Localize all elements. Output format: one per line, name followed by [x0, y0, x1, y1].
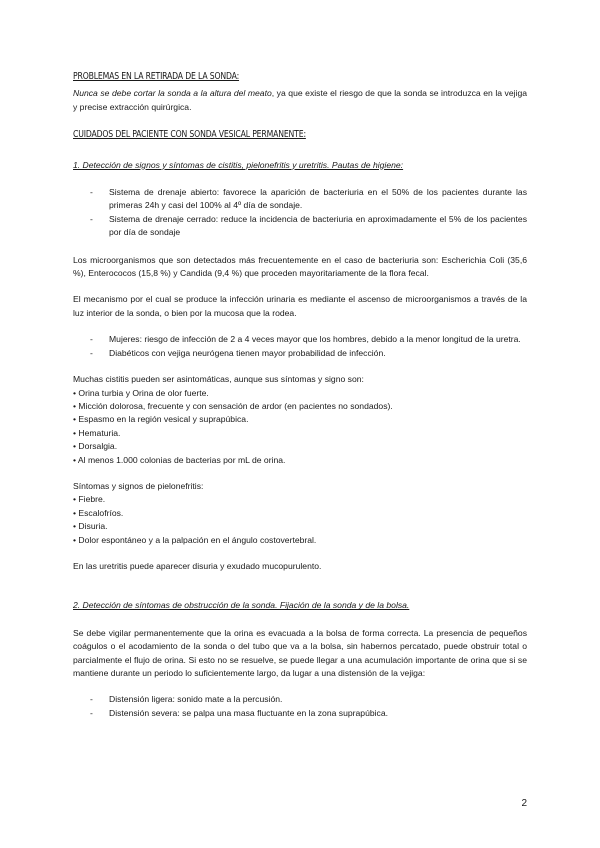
- pielonefritis-list: [73, 493, 527, 547]
- list-item: - Sistema de drenaje abierto: favorece la aparición de bacteriuria en el 50% de los pacientes durante las primeras 24h y casi del 100% al 4º día de sondaje.: [73, 186, 527, 213]
- list-item: • Espasmo en la región vesical y suprapúbica.: [73, 413, 527, 426]
- obstruction-paragraph: Se debe vigilar permanentemente que la orina es evacuada a la bolsa de forma correcta. La presencia de pequeños coágulos o el acodamiento de la sonda o del tubo que va a la bolsa, sin habernos percatado, puede obstruir total o parcialmente el flujo de orina. Si esto no se resuelve, se puede llegar a una acumulación importante de orina que si se mantiene durante un periodo lo suficientemente largo, da lugar a una distensión de la vejiga:: [73, 627, 527, 678]
- cistitis-list: [73, 387, 527, 467]
- distension-list: [73, 693, 527, 720]
- list-item: • Escalofríos.: [73, 507, 527, 520]
- microorganisms-paragraph: Los microorganismos que son detectados más frecuentemente en el caso de bacteriuria son: Escherichia Coli (35,6 %), Enterococos (15,8 %) y Candida (9,4 %) que proceden mayoritariamente de la flora fecal.: [73, 254, 527, 279]
- risk-list: [73, 333, 527, 360]
- list-item: - Sistema de drenaje cerrado: reduce la incidencia de bacteriuria en aproximadamente el 5% de los pacientes por día de sondaje: [73, 213, 527, 240]
- list-item: • Orina turbia y Orina de olor fuerte.: [73, 387, 527, 400]
- list-item: - Mujeres: riesgo de infección de 2 a 4 veces mayor que los hombres, debido a la menor longitud de la uretra.: [73, 333, 527, 346]
- section-title-cuidados: CUIDADOS DEL PACIENTE CON SONDA VESICAL PERMANENTE:: [73, 129, 306, 141]
- list-item: • Fiebre.: [73, 493, 527, 506]
- subsection-title-2: 2. Detección de síntomas de obstrucción de la sonda. Fijación de la sonda y de la bolsa.: [73, 600, 410, 611]
- subsection-title-1: 1. Detección de signos y síntomas de cistitis, pielonefritis y uretritis. Pautas de higiene:: [73, 159, 404, 170]
- document-page: [73, 70, 527, 720]
- mechanism-paragraph: El mecanismo por el cual se produce la infección urinaria es mediante el ascenso de microorganismos a través de la luz interior de la sonda, o bien por la mucosa que la rodea.: [73, 294, 527, 318]
- cistitis-intro: Muchas cistitis pueden ser asintomáticas, aunque sus síntomas y signo son:: [73, 374, 364, 385]
- retirada-italic-lead: Nunca se debe cortar la sonda a la altura del meato: [73, 88, 272, 99]
- list-item: • Micción dolorosa, frecuente y con sensación de ardor (en pacientes no sondados).: [73, 400, 527, 413]
- retirada-rest: , ya que existe el riesgo de que la sonda se introduzca en la vejiga y precise extracción quirúrgica.: [73, 88, 527, 112]
- page-number: 2: [521, 798, 527, 809]
- list-item: • Dorsalgia.: [73, 440, 527, 453]
- uretritis-paragraph: En las uretritis puede aparecer disuria y exudado mucopurulento.: [73, 560, 322, 571]
- list-item: - Distensión ligera: sonido mate a la percusión.: [73, 693, 527, 706]
- list-item: • Dolor espontáneo y a la palpación en el ángulo costovertebral.: [73, 534, 527, 547]
- pielonefritis-intro: Síntomas y signos de pielonefritis:: [73, 480, 204, 491]
- retirada-paragraph: [73, 87, 527, 114]
- section-title-retirada: PROBLEMAS EN LA RETIRADA DE LA SONDA:: [73, 71, 240, 82]
- list-item: - Diabéticos con vejiga neurógena tienen mayor probabilidad de infección.: [73, 347, 527, 360]
- list-item: • Al menos 1.000 colonias de bacterias por mL de orina.: [73, 454, 527, 467]
- list-item: • Hematuria.: [73, 427, 527, 440]
- list-item: • Disuria.: [73, 520, 527, 533]
- list-item: - Distensión severa: se palpa una masa fluctuante en la zona suprapúbica.: [73, 707, 527, 720]
- drainage-list: [73, 186, 527, 240]
